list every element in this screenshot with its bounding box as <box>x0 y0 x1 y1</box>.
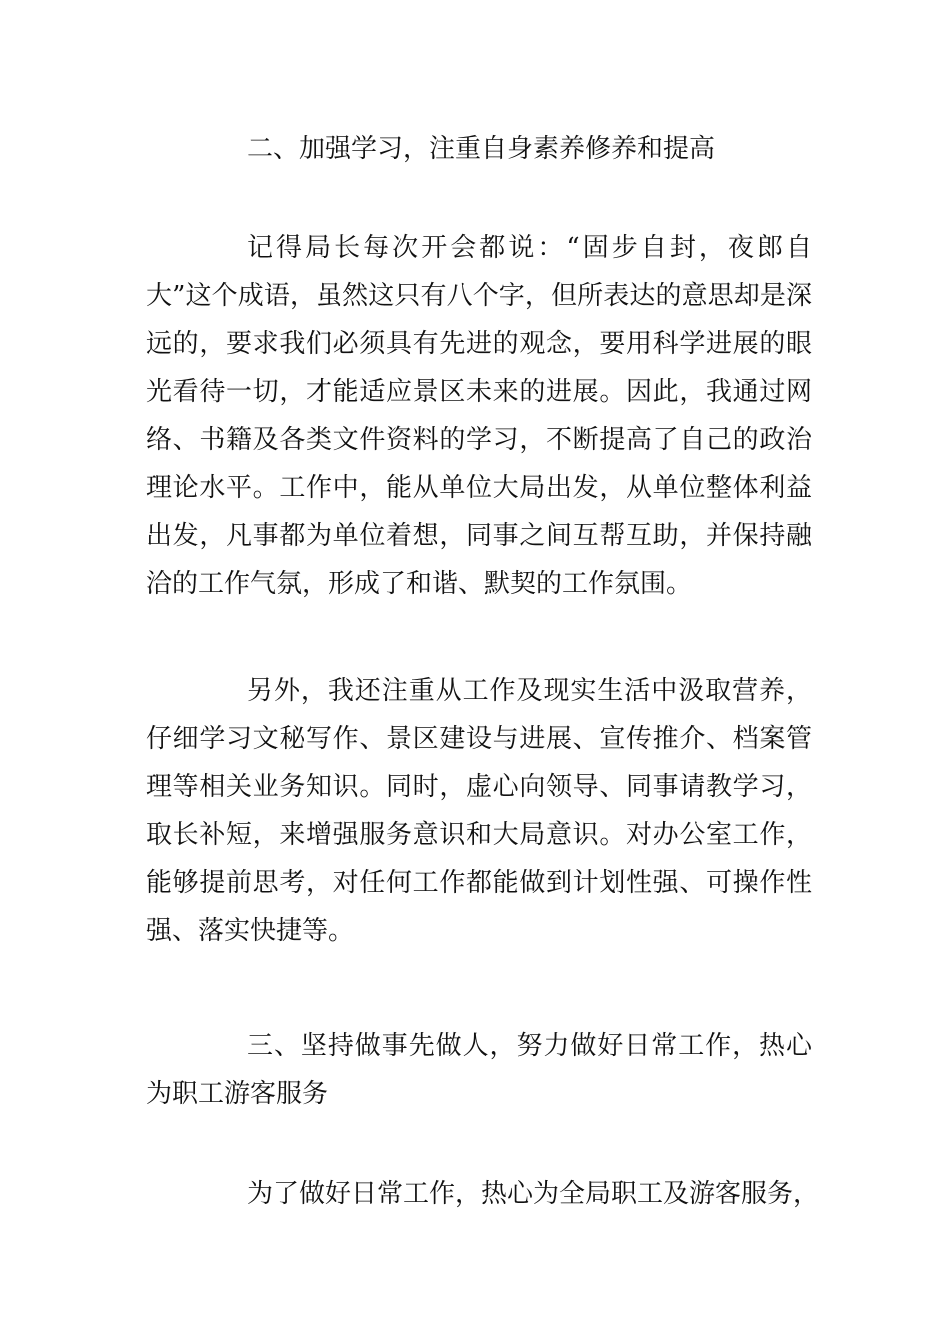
body-paragraph-2: 另外，我还注重从工作及现实生活中汲取营养，仔细学习文秘写作、景区建设与进展、宣传推介、档案管理等相关业务知识。同时，虚心向领导、同事请教学习，取长补短，来增强服务意识和大局意识。对办公室工作，能够提前思考，对任何工作都能做到计划性强、可操作性强、落实快捷等。 <box>146 676 812 946</box>
body-paragraph-3: 为了做好日常工作，热心为全局职工及游客服务， <box>247 1179 820 1209</box>
body-paragraph-1: 记得局长每次开会都说：“固步自封，夜郎自大”这个成语，虽然这只有八个字，但所表达的意思却是深远的，要求我们必须具有先进的观念，要用科学进展的眼光看待一切，才能适应景区未来的进展。因此，我通过网络、书籍及各类文件资料的学习，不断提高了自己的政治理论水平。工作中，能从单位大局出发，从单位整体利益出发，凡事都为单位着想，同事之间互帮互助，并保持融洽的工作气氛，形成了和谐、默契的工作氛围。 <box>146 233 812 599</box>
section-heading-2: 二、加强学习，注重自身素养修养和提高 <box>247 134 716 164</box>
section-heading-3: 三、坚持做事先做人，努力做好日常工作，热心为职工游客服务 <box>146 1031 812 1109</box>
